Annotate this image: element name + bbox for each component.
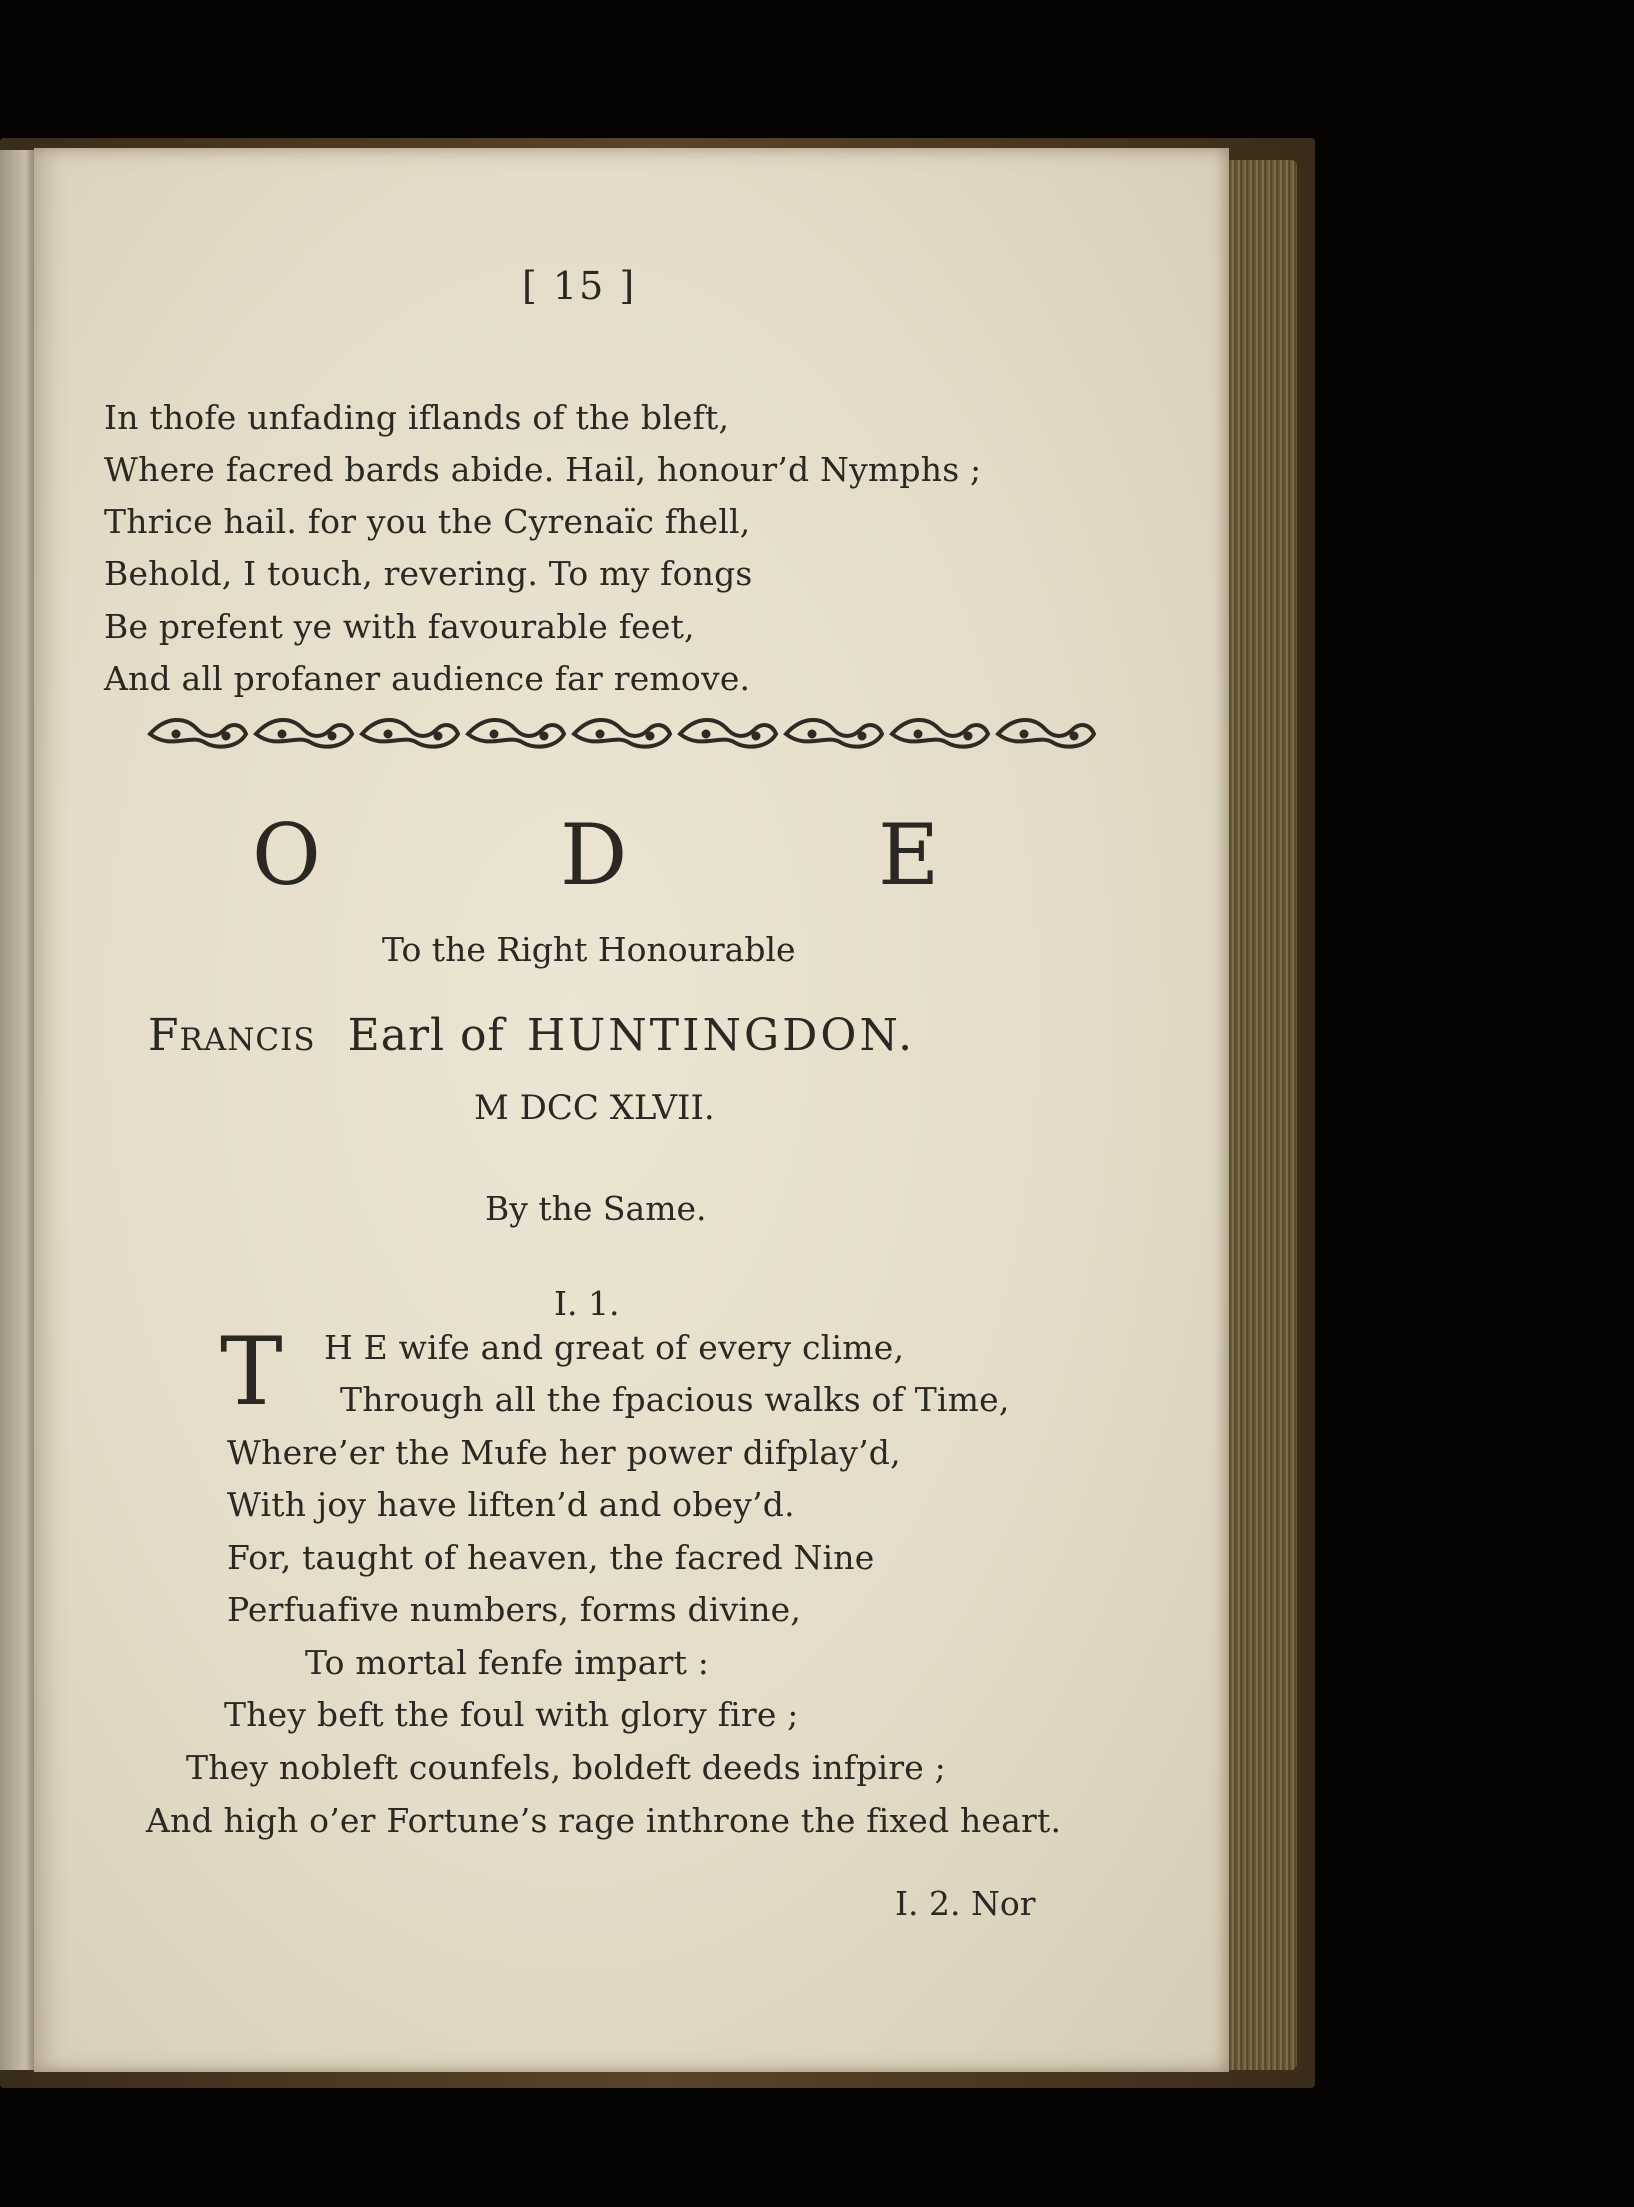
title-letter-d: D [560, 806, 628, 904]
stanza-line: Where’er the Mufe her power difplay’d, [227, 1433, 901, 1472]
ornament-divider [146, 708, 1096, 760]
stanza-line: With joy have liften’d and obey’d. [227, 1485, 795, 1524]
addressee-first-name: Francis [148, 1010, 316, 1061]
opening-line: Thrice hail. for you the Cyrenaïc fhell, [104, 502, 751, 541]
title-letter-e: E [878, 806, 940, 904]
left-page-edge [0, 150, 36, 2070]
page-edge [1225, 160, 1297, 2070]
stanza-line: For, taught of heaven, the facred Nine [227, 1538, 875, 1577]
stanza-line: And high o’er Fortune’s rage inthrone the fixed heart. [146, 1801, 1062, 1840]
byline: By the Same. [485, 1189, 707, 1228]
opening-line: Where facred bards abide. Hail, honour’d Nymphs ; [104, 450, 982, 489]
opening-line: And all profaner audience far remove. [104, 659, 751, 698]
ornament-motif [150, 720, 246, 747]
page-number: [ 15 ] [522, 264, 637, 308]
addressee-name: HUNTINGDON. [526, 1010, 916, 1061]
stanza-line: They nobleft counfels, boldeft deeds infpire ; [186, 1748, 946, 1787]
stanza-line: H E wife and great of every clime, [324, 1328, 905, 1367]
drop-cap: T [220, 1318, 283, 1427]
stanza-label: I. 1. [554, 1284, 620, 1323]
opening-line: In thofe unfading iflands of the bleft, [104, 398, 730, 437]
opening-line: Be prefent ye with favourable feet, [104, 607, 695, 646]
year: M DCC XLVII. [474, 1088, 715, 1128]
stanza-line: Through all the fpacious walks of Time, [340, 1380, 1010, 1419]
opening-line: Behold, I touch, revering. To my fongs [104, 554, 753, 593]
title-letter-o: O [252, 806, 321, 904]
dedication-line: To the Right Honourable [382, 930, 796, 969]
stanza-line: They beft the foul with glory fire ; [224, 1695, 799, 1734]
stanza-line: To mortal fenfe impart : [305, 1643, 710, 1682]
catchword: I. 2. Nor [895, 1884, 1036, 1923]
addressee-line [148, 1010, 915, 1061]
stanza-line: Perfuafive numbers, forms divine, [227, 1590, 802, 1629]
addressee-title: Earl of [347, 1010, 505, 1061]
book-page [34, 148, 1229, 2072]
